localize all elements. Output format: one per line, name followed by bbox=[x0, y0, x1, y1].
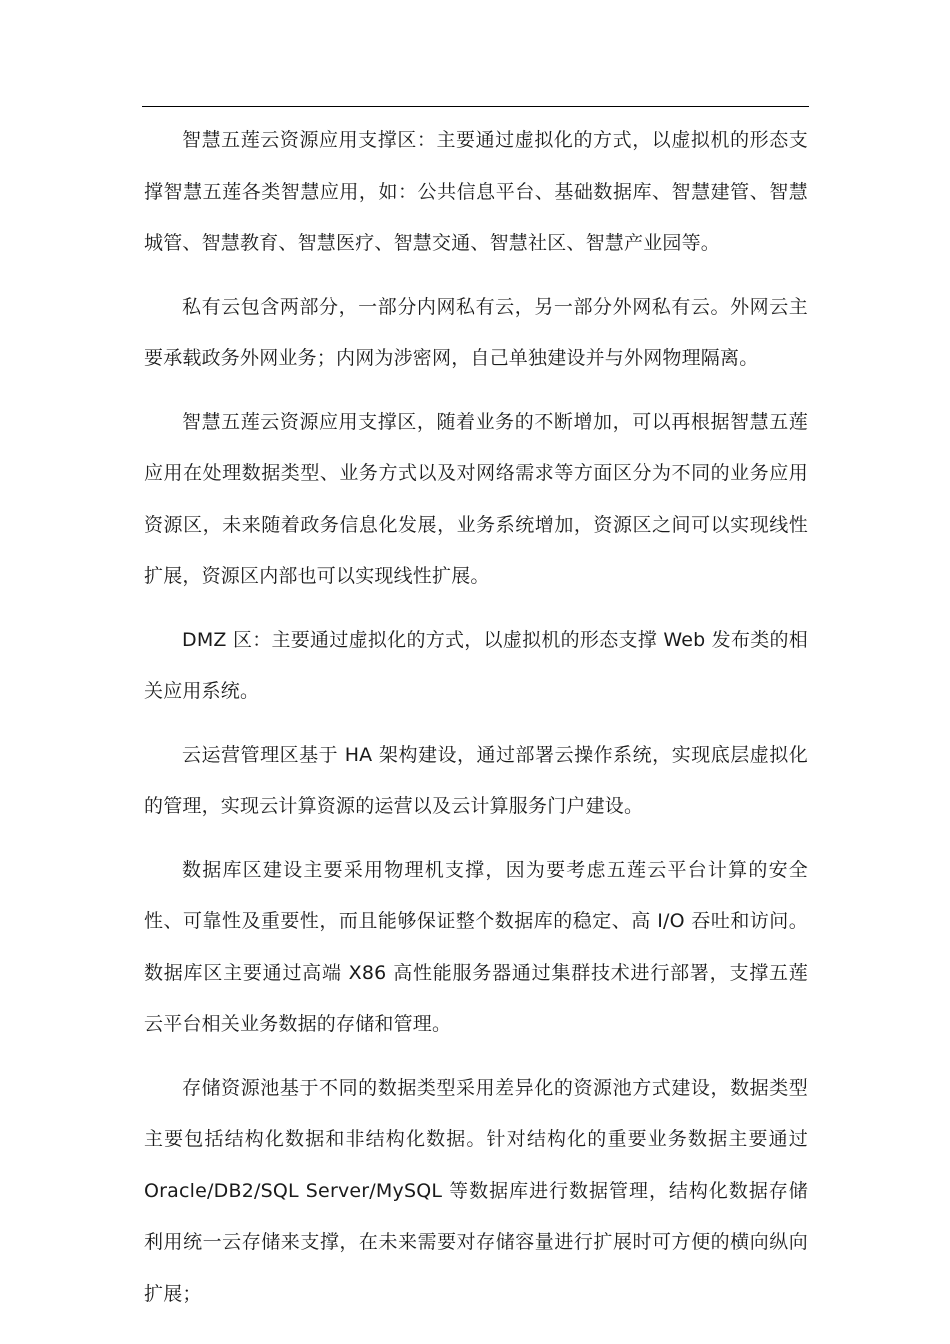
paragraph-database-zone: 数据库区建设主要采用物理机支撑，因为要考虑五莲云平台计算的安全性、可靠性及重要性，而且能够保证整个数据库的稳定、高 I/O 吞吐和访问。数据库区主要通过高端 X86 高性能服务器通过集群技术进行部署，支撑五莲云平台相关业务数据的存储和管理。 bbox=[144, 858, 808, 1035]
header-rule bbox=[142, 106, 809, 107]
document-body bbox=[144, 115, 808, 1332]
paragraph-cloud-app-zone: 智慧五莲云资源应用支撑区：主要通过虚拟化的方式，以虚拟机的形态支撑智慧五莲各类智慧应用，如：公共信息平台、基础数据库、智慧建管、智慧城管、智慧教育、智慧医疗、智慧交通、智慧社区、智慧产业园等。 bbox=[144, 129, 808, 254]
paragraph-dmz-zone: DMZ 区：主要通过虚拟化的方式，以虚拟机的形态支撑 Web 发布类的相关应用系统。 bbox=[144, 628, 808, 702]
paragraph-storage-pool: 存储资源池基于不同的数据类型采用差异化的资源池方式建设，数据类型主要包括结构化数据和非结构化数据。针对结构化的重要业务数据主要通过 Oracle/DB2/SQL Server/MySQL 等数据库进行数据管理，结构化数据存储利用统一云存储来支撑，在未来需要对存储容量进行扩展时可方便的横向纵向扩展； bbox=[144, 1076, 808, 1305]
paragraph-private-cloud: 私有云包含两部分，一部分内网私有云，另一部分外网私有云。外网云主要承载政务外网业务；内网为涉密网，自己单独建设并与外网物理隔离。 bbox=[144, 295, 808, 369]
paragraph-cloud-ops-zone: 云运营管理区基于 HA 架构建设，通过部署云操作系统，实现底层虚拟化的管理，实现云计算资源的运营以及云计算服务门户建设。 bbox=[144, 743, 808, 817]
paragraph-resource-expansion: 智慧五莲云资源应用支撑区，随着业务的不断增加，可以再根据智慧五莲应用在处理数据类型、业务方式以及对网络需求等方面区分为不同的业务应用资源区，未来随着政务信息化发展，业务系统增加，资源区之间可以实现线性扩展，资源区内部也可以实现线性扩展。 bbox=[144, 410, 808, 587]
